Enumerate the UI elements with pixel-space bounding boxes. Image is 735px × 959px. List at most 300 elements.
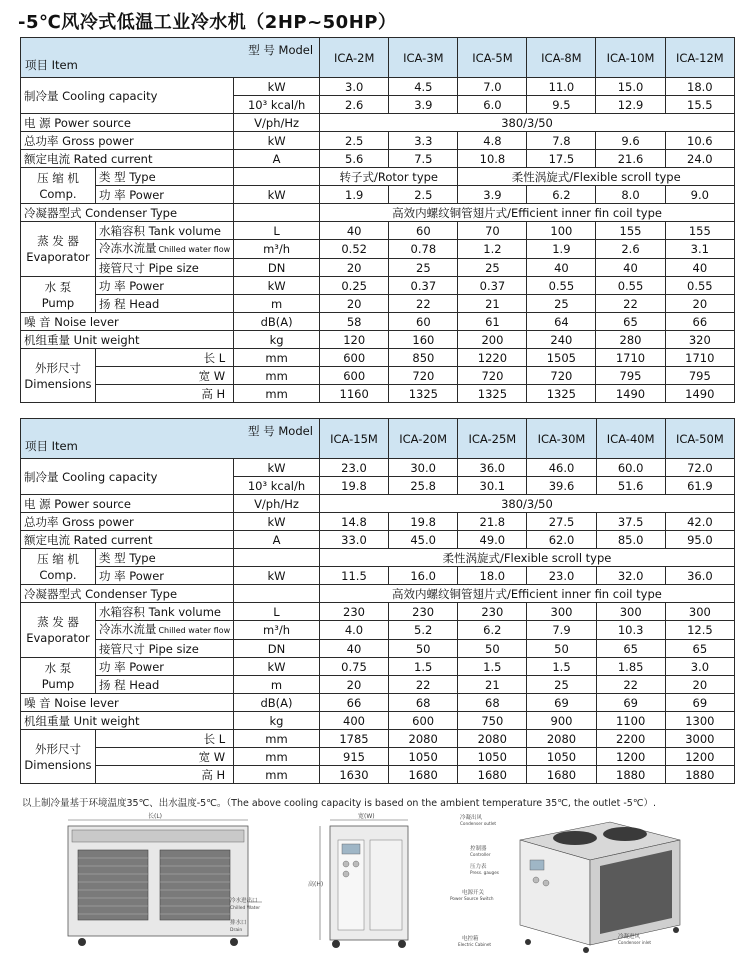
rated-current-value: 62.0: [527, 531, 596, 549]
noise-value: 69: [596, 694, 665, 712]
dim-l-value: 2200: [596, 730, 665, 748]
rated-current-value: 10.8: [458, 150, 527, 168]
pipe-size-value: 25: [389, 259, 458, 277]
cooling-kcal-value: 3.9: [389, 96, 458, 114]
gross-power-value: 14.8: [319, 513, 388, 531]
pump-head-value: 25: [527, 295, 596, 313]
iso-switch-label: 电源开关: [462, 890, 485, 896]
weight-label: 机组重量 Unit weight: [21, 712, 234, 730]
pump-head-value: 25: [527, 676, 596, 694]
dim-l-value: 1505: [527, 349, 596, 367]
power-source-label: 电 源 Power source: [21, 114, 234, 132]
dim-h-value: 1490: [665, 385, 734, 403]
dim-w-value: 720: [389, 367, 458, 385]
compressor-type-value: 转子式/Rotor type: [320, 168, 458, 186]
isometric-view-drawing: [440, 810, 720, 955]
cooling-kw-value: 4.5: [389, 78, 458, 96]
chilled-flow-cn: 冷冻水流量: [98, 241, 157, 255]
table-row: [21, 459, 735, 477]
pump-power-value: 1.5: [527, 658, 596, 676]
table-row: [21, 621, 735, 640]
pump-head-value: 22: [596, 295, 665, 313]
unit-label: [234, 168, 320, 186]
front-drain-label: 排水口: [230, 920, 247, 926]
model-header: ICA-50M: [665, 419, 734, 459]
dim-h-value: 1630: [319, 766, 388, 784]
dim-w-value: 795: [665, 367, 734, 385]
iso-inlet-en: Condenser inlet: [618, 940, 652, 945]
cooling-kcal-value: 19.8: [319, 477, 388, 495]
pump-head-value: 21: [458, 295, 527, 313]
gross-power-value: 19.8: [389, 513, 458, 531]
weight-value: 240: [527, 331, 596, 349]
chilled-flow-en: Chilled water flow: [158, 245, 231, 254]
unit-label: mm: [234, 349, 320, 367]
weight-label: 机组重量 Unit weight: [21, 331, 234, 349]
dim-h-value: 1490: [596, 385, 665, 403]
footnote: 以上制冷量基于环境温度35℃、出水温度-5℃。（The above cooling capacity is based on the ambient temperature 35℃, the outlet -5℃）.: [22, 798, 657, 809]
unit-label: m³/h: [234, 621, 320, 640]
model-header: ICA-25M: [458, 419, 527, 459]
dim-l-value: 3000: [665, 730, 734, 748]
model-header: ICA-30M: [527, 419, 596, 459]
compressor-power-value: 36.0: [665, 567, 734, 585]
cooling-kw-value: 18.0: [665, 78, 734, 96]
dim-l-value: 2080: [527, 730, 596, 748]
gross-power-value: 2.5: [320, 132, 389, 150]
model-header: ICA-8M: [527, 38, 596, 78]
pipe-size-value: 40: [596, 259, 665, 277]
table-row: [21, 367, 735, 385]
unit-label: m³/h: [234, 240, 320, 259]
cooling-kw-value: 72.0: [665, 459, 734, 477]
dim-l-value: 1710: [665, 349, 734, 367]
cooling-kw-value: 7.0: [458, 78, 527, 96]
tank-volume-value: 155: [596, 222, 665, 240]
condenser-type-label: 冷凝器型式 Condenser Type: [21, 204, 234, 222]
table-row: [21, 349, 735, 367]
chilled-flow-value: 1.2: [458, 240, 527, 259]
pipe-size-value: 50: [389, 640, 458, 658]
weight-value: 750: [458, 712, 527, 730]
pump-power-value: 0.75: [319, 658, 388, 676]
weight-value: 900: [527, 712, 596, 730]
model-header: ICA-40M: [596, 419, 665, 459]
dim-h-value: 1325: [527, 385, 596, 403]
pump-head-value: 22: [389, 295, 458, 313]
dim-l-value: 1785: [319, 730, 388, 748]
rated-current-value: 7.5: [389, 150, 458, 168]
unit-label: kW: [234, 459, 320, 477]
pump-power-label: 功 率 Power: [95, 277, 233, 295]
compressor-power-value: 18.0: [458, 567, 527, 585]
header-corner: [21, 38, 320, 78]
unit-label: kW: [234, 513, 320, 531]
tank-volume-value: 300: [596, 603, 665, 621]
model-header: ICA-5M: [458, 38, 527, 78]
front-view-drawing: [30, 812, 290, 952]
noise-value: 61: [458, 313, 527, 331]
side-height-label: 高(H): [308, 881, 324, 888]
pump-power-value: 1.5: [458, 658, 527, 676]
dim-w-value: 1050: [527, 748, 596, 766]
rated-current-value: 33.0: [319, 531, 388, 549]
dim-h-value: 1880: [596, 766, 665, 784]
table-row: [21, 385, 735, 403]
noise-value: 65: [596, 313, 665, 331]
unit-label: kW: [234, 132, 320, 150]
header-corner: [21, 419, 320, 459]
unit-label: kg: [234, 331, 320, 349]
table-row: [21, 259, 735, 277]
table-row: [21, 603, 735, 621]
dim-w-label: 宽 W: [95, 367, 233, 385]
dim-l-value: 600: [320, 349, 389, 367]
evaporator-group-label: 蒸 发 器 Evaporator: [21, 603, 96, 658]
compressor-power-value: 3.9: [458, 186, 527, 204]
dimensions-group-label: 外形尺寸 Dimensions: [21, 730, 96, 784]
gross-power-label: 总功率 Gross power: [21, 513, 234, 531]
gross-power-value: 4.8: [458, 132, 527, 150]
table-row: [21, 585, 735, 603]
table-row: [21, 132, 735, 150]
noise-value: 64: [527, 313, 596, 331]
unit-label: mm: [234, 385, 320, 403]
model-label: 型 号 Model: [248, 424, 313, 438]
spec-table-2: [20, 418, 735, 784]
unit-label: mm: [234, 766, 320, 784]
unit-label: 10³ kcal/h: [234, 477, 320, 495]
iso-gauge-en: Press. gauges: [470, 870, 499, 875]
dim-w-value: 1200: [665, 748, 734, 766]
pump-group-label: 水 泵 Pump: [21, 277, 96, 313]
front-outlet-en: Chilled Water: [230, 906, 261, 911]
weight-value: 280: [596, 331, 665, 349]
tank-volume-value: 60: [389, 222, 458, 240]
cooling-kw-value: 11.0: [527, 78, 596, 96]
table-row: [21, 204, 735, 222]
model-header: ICA-2M: [320, 38, 389, 78]
cooling-kcal-value: 6.0: [458, 96, 527, 114]
weight-value: 320: [665, 331, 734, 349]
unit-label: 10³ kcal/h: [234, 96, 320, 114]
unit-label: kW: [234, 567, 320, 585]
chilled-flow-value: 6.2: [458, 621, 527, 640]
pump-power-value: 0.37: [458, 277, 527, 295]
page-title: -5℃风冷式低温工业冷水机（2HP~50HP）: [18, 12, 397, 33]
dim-l-value: 850: [389, 349, 458, 367]
cooling-kcal-value: 51.6: [596, 477, 665, 495]
pump-group-label: 水 泵 Pump: [21, 658, 96, 694]
table-row: [21, 222, 735, 240]
compressor-type-label: 类 型 Type: [95, 549, 233, 567]
cooling-kcal-value: 25.8: [389, 477, 458, 495]
tank-volume-value: 70: [458, 222, 527, 240]
dim-h-label: 高 H: [95, 766, 233, 784]
chilled-flow-value: 5.2: [389, 621, 458, 640]
iso-gauge-label: 压力表: [470, 864, 487, 870]
iso-inlet-label: 冷凝进风: [618, 934, 641, 940]
rated-current-value: 17.5: [527, 150, 596, 168]
pump-head-value: 20: [665, 676, 734, 694]
weight-value: 1100: [596, 712, 665, 730]
pipe-size-value: 65: [665, 640, 734, 658]
weight-value: 400: [319, 712, 388, 730]
dim-h-label: 高 H: [95, 385, 233, 403]
pipe-size-value: 25: [458, 259, 527, 277]
table-row: [21, 38, 735, 78]
tank-volume-value: 230: [389, 603, 458, 621]
tank-volume-value: 155: [665, 222, 734, 240]
condenser-type-value: 高效内螺纹铜管翅片式/Efficient inner fin coil type: [320, 204, 735, 222]
compressor-power-label: 功 率 Power: [95, 186, 233, 204]
condenser-type-label: 冷凝器型式 Condenser Type: [21, 585, 234, 603]
unit-label: DN: [234, 640, 320, 658]
model-header: ICA-3M: [389, 38, 458, 78]
noise-value: 69: [665, 694, 734, 712]
dim-l-value: 1220: [458, 349, 527, 367]
pump-head-label: 扬 程 Head: [95, 295, 233, 313]
item-label: 项目 Item: [25, 58, 78, 72]
pump-power-value: 0.55: [665, 277, 734, 295]
dim-l-value: 2080: [458, 730, 527, 748]
cooling-kcal-value: 39.6: [527, 477, 596, 495]
dim-w-label: 宽 W: [95, 748, 233, 766]
dim-w-value: 600: [320, 367, 389, 385]
cooling-kw-value: 15.0: [596, 78, 665, 96]
weight-value: 1300: [665, 712, 734, 730]
cooling-kw-value: 3.0: [320, 78, 389, 96]
table-row: [21, 419, 735, 459]
table-row: [21, 730, 735, 748]
rated-current-value: 95.0: [665, 531, 734, 549]
noise-label: 噪 音 Noise lever: [21, 694, 234, 712]
compressor-type-value: 柔性涡旋式/Flexible scroll type: [319, 549, 734, 567]
noise-value: 69: [527, 694, 596, 712]
dim-l-value: 1710: [596, 349, 665, 367]
compressor-power-value: 16.0: [389, 567, 458, 585]
cooling-kcal-value: 12.9: [596, 96, 665, 114]
dim-w-value: 720: [458, 367, 527, 385]
side-view-drawing: [300, 812, 420, 952]
cooling-kcal-value: 15.5: [665, 96, 734, 114]
dim-h-value: 1160: [320, 385, 389, 403]
table-row: [21, 676, 735, 694]
chilled-flow-value: 12.5: [665, 621, 734, 640]
unit-label: m: [234, 676, 320, 694]
table-row: [21, 712, 735, 730]
rated-current-value: 21.6: [596, 150, 665, 168]
unit-label: V/ph/Hz: [234, 114, 320, 132]
chilled-flow-value: 0.52: [320, 240, 389, 259]
unit-label: A: [234, 531, 320, 549]
side-width-label: 宽(W): [358, 813, 375, 820]
compressor-power-value: 1.9: [320, 186, 389, 204]
compressor-group-label: 压 缩 机 Comp.: [21, 549, 96, 585]
dim-l-value: 2080: [389, 730, 458, 748]
unit-label: dB(A): [234, 694, 320, 712]
pump-power-value: 0.55: [596, 277, 665, 295]
model-label: 型 号 Model: [248, 43, 314, 57]
noise-label: 噪 音 Noise lever: [21, 313, 234, 331]
noise-value: 66: [665, 313, 734, 331]
iso-switch-en: Power Source Switch: [450, 896, 494, 901]
tank-volume-value: 300: [665, 603, 734, 621]
pipe-size-value: 40: [665, 259, 734, 277]
table-row: [21, 495, 735, 513]
evaporator-group-label: 蒸 发 器 Evaporator: [21, 222, 96, 277]
table-row: [21, 766, 735, 784]
dim-w-value: 795: [596, 367, 665, 385]
compressor-power-value: 6.2: [527, 186, 596, 204]
iso-condenser-outlet-label: 冷凝出风: [460, 815, 483, 821]
unit-label: V/ph/Hz: [234, 495, 320, 513]
iso-condenser-outlet-en: Condenser outlet: [460, 821, 497, 826]
unit-label: [234, 585, 320, 603]
power-source-value: 380/3/50: [319, 495, 734, 513]
chilled-flow-value: 4.0: [319, 621, 388, 640]
rated-current-value: 49.0: [458, 531, 527, 549]
table-row: [21, 531, 735, 549]
cooling-kw-value: 36.0: [458, 459, 527, 477]
table-row: [21, 78, 735, 96]
dim-w-value: 1050: [458, 748, 527, 766]
item-label: 项目 Item: [25, 439, 78, 453]
cooling-kw-value: 60.0: [596, 459, 665, 477]
dim-h-value: 1880: [665, 766, 734, 784]
table-row: [21, 549, 735, 567]
dim-h-value: 1680: [527, 766, 596, 784]
rated-current-value: 85.0: [596, 531, 665, 549]
unit-label: kW: [234, 186, 320, 204]
tank-volume-value: 230: [458, 603, 527, 621]
table-row: [21, 694, 735, 712]
weight-value: 600: [389, 712, 458, 730]
dim-h-value: 1680: [458, 766, 527, 784]
pump-power-value: 1.5: [389, 658, 458, 676]
rated-current-value: 45.0: [389, 531, 458, 549]
unit-label: dB(A): [234, 313, 320, 331]
pipe-size-value: 40: [527, 259, 596, 277]
weight-value: 120: [320, 331, 389, 349]
cooling-kw-value: 46.0: [527, 459, 596, 477]
compressor-type-value: 柔性涡旋式/Flexible scroll type: [458, 168, 735, 186]
dimensions-group-label: 外形尺寸 Dimensions: [21, 349, 96, 403]
pump-head-value: 22: [596, 676, 665, 694]
iso-cabinet-en: Electric Cabinet: [458, 942, 492, 947]
chilled-flow-label: [95, 621, 233, 640]
table-row: [21, 640, 735, 658]
table-row: [21, 114, 735, 132]
gross-power-value: 9.6: [596, 132, 665, 150]
tank-volume-value: 300: [527, 603, 596, 621]
dim-h-value: 1680: [389, 766, 458, 784]
chilled-flow-en: Chilled water flow: [158, 626, 231, 635]
cooling-kw-value: 30.0: [389, 459, 458, 477]
iso-cabinet-label: 电控箱: [462, 936, 479, 942]
pump-head-value: 20: [320, 295, 389, 313]
compressor-power-label: 功 率 Power: [95, 567, 233, 585]
chilled-flow-value: 10.3: [596, 621, 665, 640]
unit-label: kg: [234, 712, 320, 730]
table-row: [21, 658, 735, 676]
chilled-flow-cn: 冷冻水流量: [98, 622, 157, 636]
table-row: [21, 748, 735, 766]
tank-volume-label: 水箱容积 Tank volume: [95, 603, 233, 621]
rated-current-label: 额定电流 Rated current: [21, 531, 234, 549]
unit-label: kW: [234, 277, 320, 295]
weight-value: 160: [389, 331, 458, 349]
rated-current-label: 额定电流 Rated current: [21, 150, 234, 168]
compressor-power-value: 32.0: [596, 567, 665, 585]
compressor-group-label: 压 缩 机 Comp.: [21, 168, 96, 204]
model-header: ICA-15M: [319, 419, 388, 459]
unit-label: kW: [234, 658, 320, 676]
gross-power-value: 3.3: [389, 132, 458, 150]
rated-current-value: 5.6: [320, 150, 389, 168]
gross-power-value: 10.6: [665, 132, 734, 150]
spec-table-1: [20, 37, 735, 403]
front-drain-en: Drain: [230, 928, 243, 933]
table-row: [21, 168, 735, 186]
pipe-size-value: 20: [320, 259, 389, 277]
dim-w-value: 915: [319, 748, 388, 766]
unit-label: A: [234, 150, 320, 168]
compressor-power-value: 11.5: [319, 567, 388, 585]
chilled-flow-value: 2.6: [596, 240, 665, 259]
gross-power-value: 37.5: [596, 513, 665, 531]
cooling-kcal-value: 9.5: [527, 96, 596, 114]
pipe-size-value: 50: [527, 640, 596, 658]
unit-label: m: [234, 295, 320, 313]
gross-power-value: 7.8: [527, 132, 596, 150]
table-row: [21, 295, 735, 313]
cooling-capacity-label: 制冷量 Cooling capacity: [21, 459, 234, 495]
table-row: [21, 567, 735, 585]
compressor-power-value: 8.0: [596, 186, 665, 204]
chilled-flow-value: 0.78: [389, 240, 458, 259]
gross-power-value: 21.8: [458, 513, 527, 531]
pump-power-value: 0.37: [389, 277, 458, 295]
pump-head-value: 21: [458, 676, 527, 694]
tank-volume-label: 水箱容积 Tank volume: [95, 222, 233, 240]
model-header: ICA-10M: [596, 38, 665, 78]
cooling-kcal-value: 2.6: [320, 96, 389, 114]
condenser-type-value: 高效内螺纹铜管翅片式/Efficient inner fin coil type: [319, 585, 734, 603]
unit-label: DN: [234, 259, 320, 277]
compressor-power-value: 9.0: [665, 186, 734, 204]
power-source-label: 电 源 Power source: [21, 495, 234, 513]
pipe-size-label: 接管尺寸 Pipe size: [95, 259, 233, 277]
noise-value: 68: [389, 694, 458, 712]
gross-power-value: 42.0: [665, 513, 734, 531]
unit-label: L: [234, 222, 320, 240]
chilled-flow-value: 7.9: [527, 621, 596, 640]
tank-volume-value: 40: [320, 222, 389, 240]
pump-head-value: 20: [665, 295, 734, 313]
iso-controller-en: Controller: [470, 852, 491, 857]
pipe-size-value: 40: [319, 640, 388, 658]
tank-volume-value: 230: [319, 603, 388, 621]
cooling-capacity-label: 制冷量 Cooling capacity: [21, 78, 234, 114]
noise-value: 58: [320, 313, 389, 331]
unit-label: [234, 549, 320, 567]
cooling-kcal-value: 61.9: [665, 477, 734, 495]
cooling-kcal-value: 30.1: [458, 477, 527, 495]
chilled-flow-value: 3.1: [665, 240, 734, 259]
pipe-size-value: 50: [458, 640, 527, 658]
table-row: [21, 331, 735, 349]
